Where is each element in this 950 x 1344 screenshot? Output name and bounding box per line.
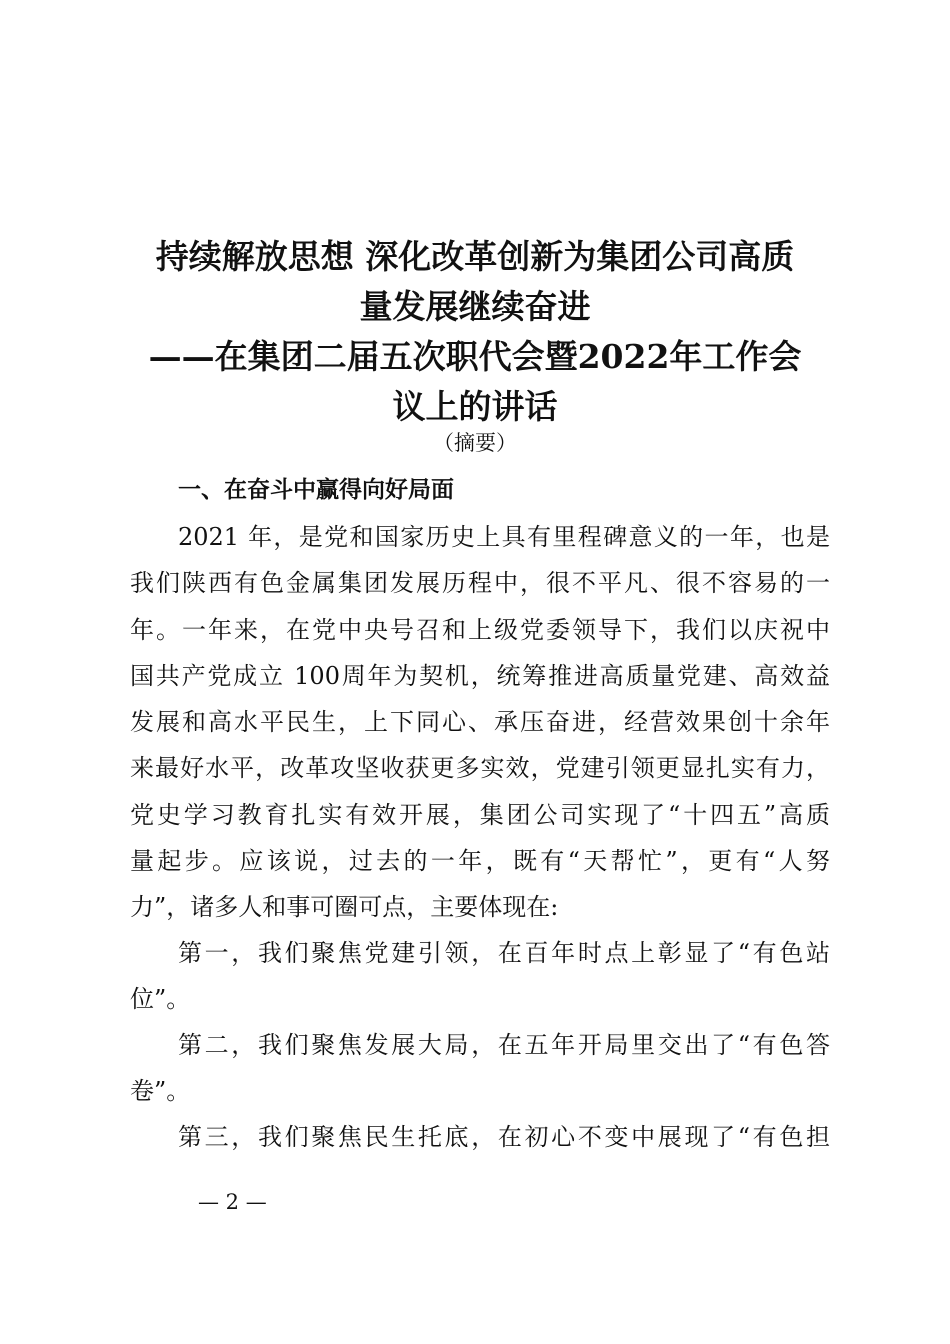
text-line: 位”。: [130, 985, 191, 1014]
abstract-label: （摘要）: [433, 431, 517, 455]
text-line: 量起步。应该说，过去的一年，既有“天帮忙”，更有“人努: [130, 847, 830, 876]
paragraph-3: [130, 1022, 830, 1115]
page-number: — 2 —: [198, 1190, 267, 1214]
text-line: 第三，我们聚焦民生托底，在初心不变中展现了“有色担: [178, 1123, 830, 1151]
paragraph-2: [130, 930, 830, 1023]
text-line: 党史学习教育扎实有效开展，集团公司实现了“十四五”高质: [130, 800, 830, 829]
paragraph-4: [130, 1114, 830, 1160]
section-heading: 一、在奋斗中赢得向好局面: [178, 477, 454, 503]
text-line: 第一，我们聚焦党建引领，在百年时点上彰显了“有色站: [178, 939, 830, 967]
title-line: 持续解放思想 深化改革创新为集团公司高质: [155, 237, 795, 276]
text-line: 发展和高水平民生，上下同心、承压奋进，经营效果创十余年: [130, 708, 830, 737]
text-line: 来最好水平，改革攻坚收获更多实效，党建引领更显扎实有力，: [130, 754, 830, 783]
title-line: 量发展继续奋进: [359, 287, 591, 326]
text-line: 卷”。: [130, 1077, 191, 1106]
text-line: 国共产党成立 100周年为契机，统筹推进高质量党建、高效益: [130, 661, 830, 690]
text-line: 我们陕西有色金属集团发展历程中，很不平凡、很不容易的一: [130, 569, 830, 598]
text-line: 年。一年来，在党中央号召和上级党委领导下，我们以庆祝中: [130, 615, 830, 644]
text-line: 第二，我们聚焦发展大局，在五年开局里交出了“有色答: [178, 1031, 830, 1059]
text-line: 力”，诸多人和事可圈可点，主要体现在:: [130, 893, 559, 922]
text-line: 2021 年，是党和国家历史上具有里程碑意义的一年，也是: [178, 523, 830, 551]
title-line: ——在集团二届五次职代会暨2022年工作会: [148, 337, 802, 376]
document-title: [130, 232, 820, 432]
title-line: 议上的讲话: [392, 387, 558, 426]
paragraph-1: [130, 514, 830, 931]
